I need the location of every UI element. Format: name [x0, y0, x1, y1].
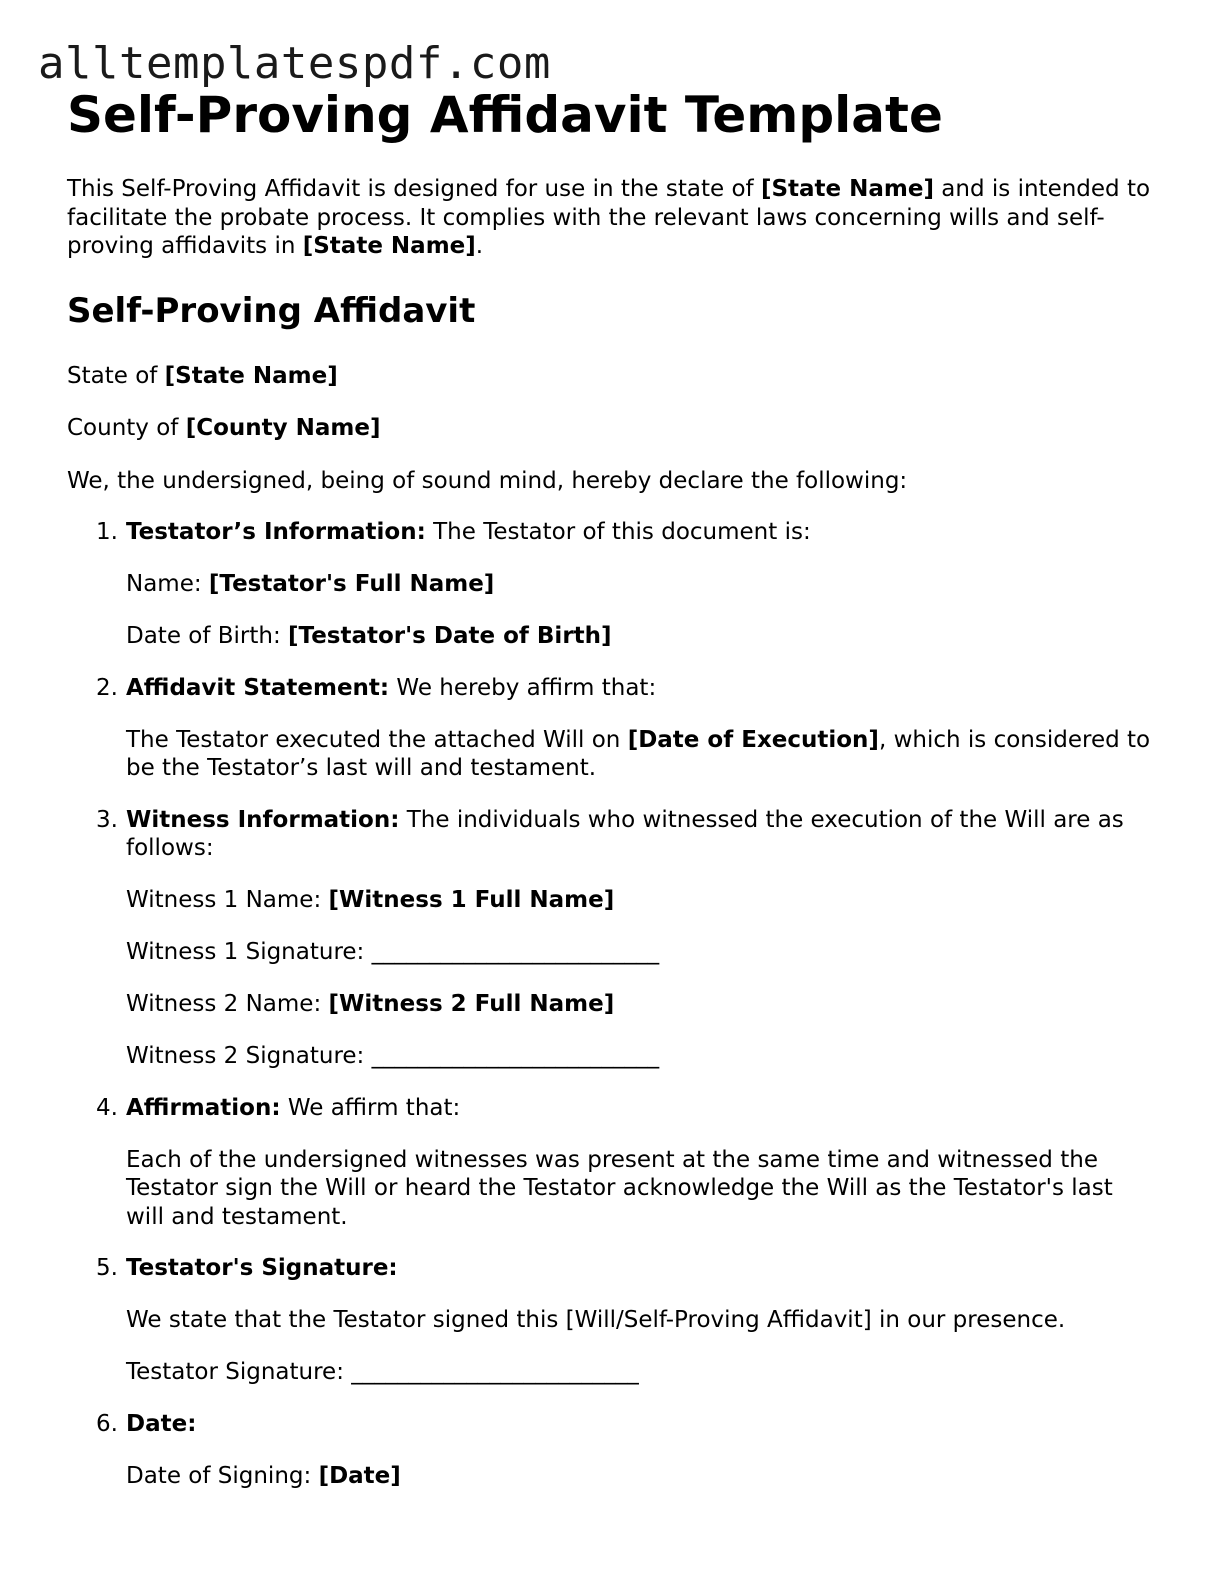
county-line [67, 414, 1157, 443]
witness-1-name-label: Witness 1 Name: [126, 887, 329, 913]
county-label: County of [67, 415, 186, 441]
list-item-affirmation [67, 1094, 1157, 1232]
item-number: 2. [96, 674, 118, 701]
item-number: 5. [96, 1255, 118, 1281]
execution-statement [126, 726, 1157, 783]
date-of-signing-line [126, 1462, 1157, 1491]
witness-2-name-line [126, 990, 1157, 1019]
item-heading: Date: [126, 1410, 197, 1437]
item-heading-line [126, 518, 1157, 547]
execution-text-2: , which is considered to be the Testator’s last will and testament. [126, 726, 1151, 781]
item-heading: Affirmation: [126, 1094, 281, 1121]
list-item-testator-info [67, 518, 1157, 651]
intro-state-placeholder-2: [State Name] [302, 233, 476, 259]
item-heading: Testator's Signature: [126, 1255, 398, 1281]
item-heading-line [126, 1254, 1157, 1283]
site-watermark: alltemplatespdf.com [38, 38, 551, 89]
item-number: 3. [96, 806, 118, 833]
testator-name-placeholder: [Testator's Full Name] [208, 571, 495, 597]
intro-paragraph [67, 175, 1157, 261]
state-line [67, 362, 1157, 391]
item-heading: Affidavit Statement: [126, 674, 390, 701]
item-text: The individuals who witnessed the execution of the Will are as follows: [126, 806, 1124, 861]
county-placeholder: [County Name] [185, 415, 381, 441]
declaration: We, the undersigned, being of sound mind, hereby declare the following: [67, 467, 908, 494]
affirmation-paragraph: Each of the undersigned witnesses was present at the same time and witnessed the Testator sign the Will or heard the Testator acknowledge the Will as the Testator's last will and testament. [126, 1146, 1113, 1230]
item-number: 6. [96, 1410, 118, 1437]
testator-name-line [126, 570, 1157, 599]
witness-2-name-label: Witness 2 Name: [126, 991, 329, 1017]
date-of-signing-label: Date of Signing: [126, 1462, 319, 1489]
intro-text-1: This Self-Proving Affidavit is designed for use in the state of [67, 176, 761, 202]
witness-2-name-placeholder: [Witness 2 Full Name] [328, 991, 615, 1017]
testator-dob-line [126, 622, 1157, 651]
list-item-witness-info [67, 806, 1157, 1071]
section-heading: Self-Proving Affidavit [67, 290, 476, 331]
witness-1-signature-line: Witness 1 Signature: _________________________ [126, 939, 660, 965]
intro-text-3: . [475, 233, 484, 259]
state-placeholder: [State Name] [164, 362, 338, 389]
witness-1-name-placeholder: [Witness 1 Full Name] [328, 887, 615, 913]
item-heading-line [126, 1410, 1157, 1439]
testator-dob-label: Date of Birth: [126, 623, 289, 649]
intro-state-placeholder-1: [State Name] [760, 176, 934, 202]
intro-text-2: and is intended to facilitate the probate process. It complies with the relevant laws concerning wills and self-proving affidavits in [67, 176, 1151, 259]
item-number: 4. [96, 1094, 118, 1121]
item-heading: Testator’s Information: [126, 519, 426, 545]
witness-1-name-line [126, 886, 1157, 915]
list-item-date [67, 1410, 1157, 1491]
presence-statement: We state that the Testator signed this [Will/Self-Proving Affidavit] in our presence. [126, 1307, 1066, 1333]
state-label: State of [67, 362, 165, 389]
date-of-signing-placeholder: [Date] [318, 1462, 401, 1489]
document-body [67, 86, 1157, 1490]
testator-name-label: Name: [126, 571, 209, 597]
item-text: We hereby affirm that: [389, 674, 657, 701]
item-heading-line [126, 674, 1157, 703]
item-number: 1. [96, 519, 118, 545]
testator-signature-line: Testator Signature: _________________________ [126, 1359, 639, 1385]
item-heading-line [126, 1094, 1157, 1123]
list-item-affidavit-statement [67, 674, 1157, 783]
testator-dob-placeholder: [Testator's Date of Birth] [288, 623, 612, 649]
list-item-testator-signature [67, 1254, 1157, 1387]
item-text: We affirm that: [280, 1094, 461, 1121]
witness-2-signature-line: Witness 2 Signature: _________________________ [126, 1043, 660, 1069]
page-title: Self-Proving Affidavit Template [67, 86, 943, 144]
item-heading-line [126, 806, 1157, 863]
execution-text-1: The Testator executed the attached Will on [126, 726, 628, 753]
item-text: The Testator of this document is: [425, 519, 811, 545]
execution-date-placeholder: [Date of Execution] [627, 726, 879, 753]
affidavit-items [67, 518, 1157, 1490]
item-heading: Witness Information: [126, 806, 400, 833]
